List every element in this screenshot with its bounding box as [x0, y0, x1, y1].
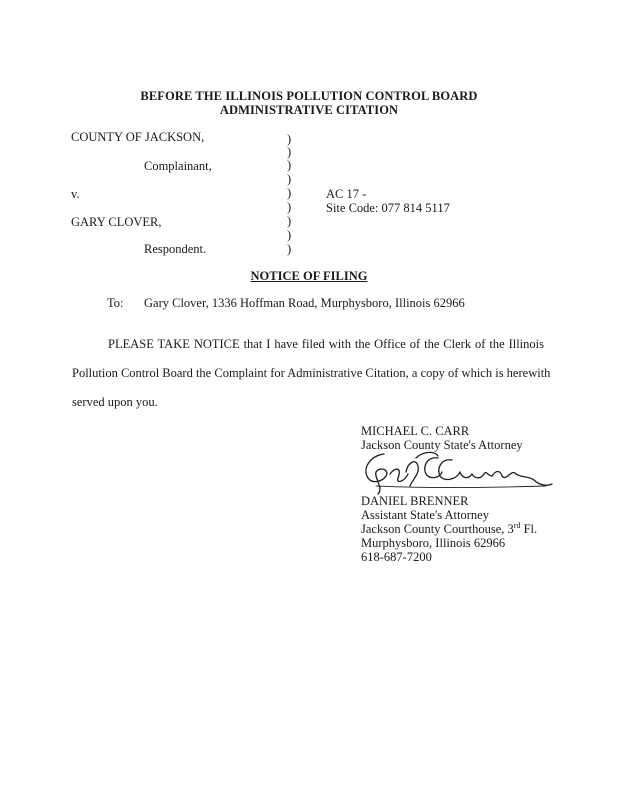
- caption-paren: ): [287, 200, 292, 214]
- versus: v.: [71, 187, 80, 201]
- complainant-name: COUNTY OF JACKSON,: [71, 130, 205, 144]
- to-label: To:: [107, 296, 124, 310]
- address-line-2: Murphysboro, Illinois 62966: [361, 536, 506, 550]
- caption-paren: ): [287, 186, 292, 200]
- case-number: AC 17 -: [326, 187, 367, 201]
- caption-paren: ): [287, 132, 292, 146]
- address-line-1-prefix: Jackson County Courthouse, 3: [361, 522, 514, 536]
- caption-paren: ): [287, 214, 292, 228]
- caption-paren: ): [287, 242, 292, 256]
- complainant-role: Complainant,: [144, 159, 212, 173]
- board-heading: BEFORE THE ILLINOIS POLLUTION CONTROL BOARD: [140, 89, 478, 103]
- caption-paren: ): [287, 158, 292, 172]
- signer-name: DANIEL BRENNER: [361, 494, 469, 508]
- to-address: Gary Clover, 1336 Hoffman Road, Murphysboro, Illinois 62966: [144, 296, 465, 310]
- citation-heading: ADMINISTRATIVE CITATION: [219, 103, 399, 117]
- caption-paren: ): [287, 228, 292, 242]
- notice-title-text: NOTICE OF FILING: [250, 269, 368, 283]
- respondent-name: GARY CLOVER,: [71, 215, 162, 229]
- attorney-title: Jackson County State's Attorney: [361, 438, 523, 452]
- body-line-1: PLEASE TAKE NOTICE that I have filed with the Office of the Clerk of the Illinois: [108, 337, 544, 351]
- address-line-1: [361, 522, 537, 536]
- caption-paren: ): [287, 145, 292, 159]
- notice-title: [0, 269, 618, 284]
- respondent-role: Respondent.: [144, 242, 207, 256]
- address-line-1-sup: rd: [513, 520, 521, 530]
- body-line-2: Pollution Control Board the Complaint for Administrative Citation, a copy of which is herewith: [72, 366, 551, 380]
- phone-number: 618-687-7200: [361, 550, 432, 564]
- caption-paren: ): [287, 172, 292, 186]
- attorney-name: MICHAEL C. CARR: [361, 424, 470, 438]
- site-code: Site Code: 077 814 5117: [326, 201, 450, 215]
- address-line-1-suffix: Fl.: [520, 522, 538, 536]
- handwritten-signature: [356, 448, 556, 496]
- body-line-3: served upon you.: [72, 395, 158, 409]
- signer-title: Assistant State's Attorney: [361, 508, 489, 522]
